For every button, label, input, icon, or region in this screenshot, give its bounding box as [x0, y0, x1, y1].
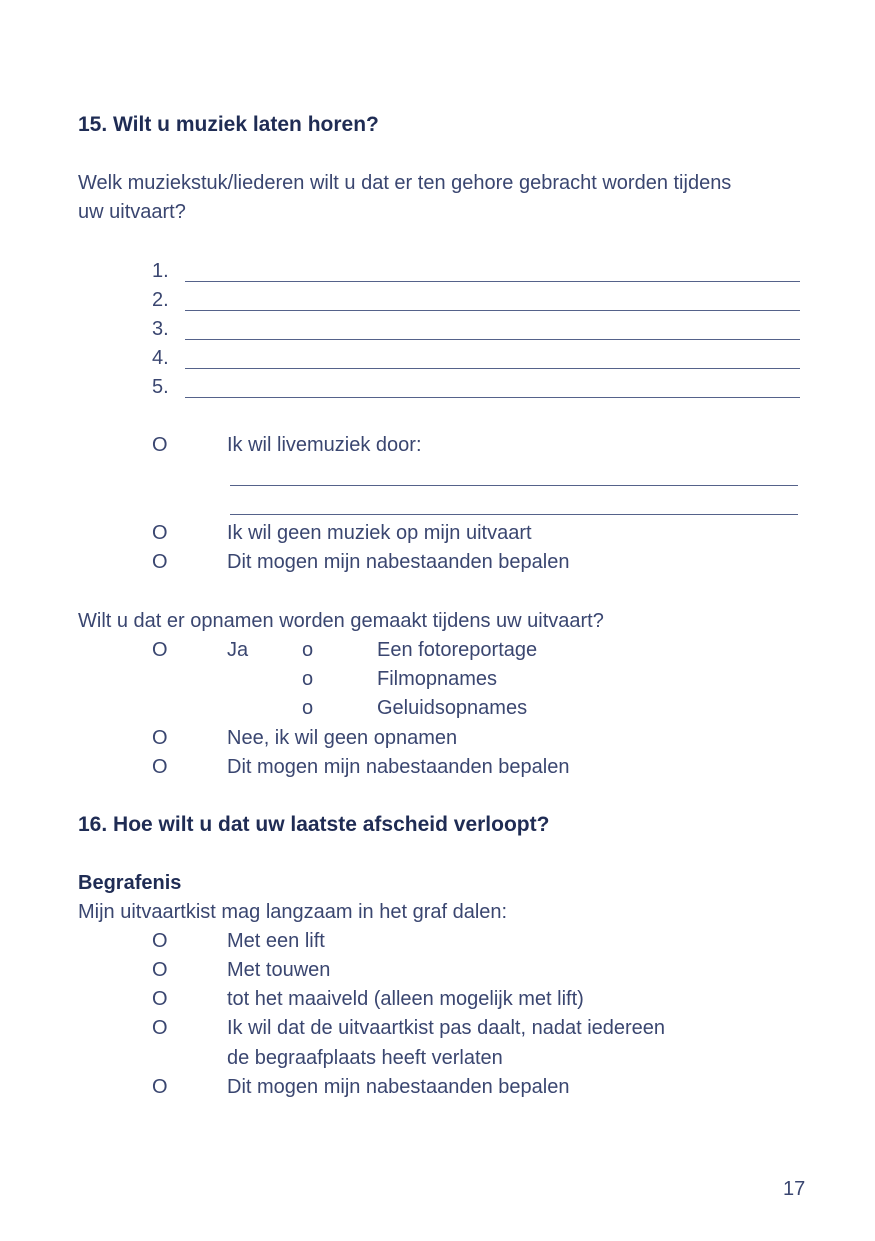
line-number-2: 2. — [152, 289, 169, 311]
option-ropes-checkbox[interactable]: O — [152, 959, 168, 981]
option-live-music-checkbox[interactable]: O — [152, 434, 168, 456]
write-in-line-2[interactable] — [185, 310, 800, 311]
section-subtitle-begrafenis: Begrafenis — [78, 872, 182, 894]
line-number-3: 3. — [152, 318, 169, 340]
option-lift-label: Met een lift — [227, 930, 325, 952]
option-recording-relatives-checkbox[interactable]: O — [152, 756, 168, 778]
question-16-title: 16. Hoe wilt u dat uw laatste afscheid verloopt? — [78, 813, 550, 836]
question-15-text-line1: Welk muziekstuk/liederen wilt u dat er ten gehore gebracht worden tijdens — [78, 172, 732, 194]
line-number-1: 1. — [152, 260, 169, 282]
sub-option-film-checkbox[interactable]: o — [302, 668, 314, 690]
option-live-music-label: Ik wil livemuziek door: — [227, 434, 422, 456]
option-recording-no-checkbox[interactable]: O — [152, 727, 168, 749]
option-ground-level-checkbox[interactable]: O — [152, 988, 168, 1010]
option-ground-level-label: tot het maaiveld (alleen mogelijk met lift) — [227, 988, 584, 1010]
sub-option-photo-label: Een fotoreportage — [377, 639, 538, 661]
live-music-write-in-line-2[interactable] — [230, 514, 798, 515]
option-recording-relatives-label: Dit mogen mijn nabestaanden bepalen — [227, 756, 570, 778]
write-in-line-5[interactable] — [185, 397, 800, 398]
live-music-write-in-line-1[interactable] — [230, 485, 798, 486]
write-in-line-1[interactable] — [185, 281, 800, 282]
option-no-music-checkbox[interactable]: O — [152, 522, 168, 544]
option-after-leaving-label-line2: de begraafplaats heeft verlaten — [227, 1047, 503, 1069]
burial-intro: Mijn uitvaartkist mag langzaam in het graf dalen: — [78, 901, 508, 923]
write-in-line-3[interactable] — [185, 339, 800, 340]
page-number: 17 — [783, 1178, 806, 1200]
recording-question: Wilt u dat er opnamen worden gemaakt tijdens uw uitvaart? — [78, 610, 604, 632]
option-burial-relatives-label: Dit mogen mijn nabestaanden bepalen — [227, 1076, 570, 1098]
option-burial-relatives-checkbox[interactable]: O — [152, 1076, 168, 1098]
option-no-music-label: Ik wil geen muziek op mijn uitvaart — [227, 522, 532, 544]
line-number-5: 5. — [152, 376, 169, 398]
line-number-4: 4. — [152, 347, 169, 369]
option-ropes-label: Met touwen — [227, 959, 331, 981]
option-music-relatives-label: Dit mogen mijn nabestaanden bepalen — [227, 551, 570, 573]
sub-option-audio-label: Geluidsopnames — [377, 697, 528, 719]
option-recording-yes-label: Ja — [227, 639, 249, 661]
write-in-line-4[interactable] — [185, 368, 800, 369]
question-15-title: 15. Wilt u muziek laten horen? — [78, 113, 379, 136]
question-15-text-line2: uw uitvaart? — [78, 201, 186, 223]
option-music-relatives-checkbox[interactable]: O — [152, 551, 168, 573]
option-recording-yes-checkbox[interactable]: O — [152, 639, 168, 661]
sub-option-audio-checkbox[interactable]: o — [302, 697, 314, 719]
sub-option-photo-checkbox[interactable]: o — [302, 639, 314, 661]
option-after-leaving-checkbox[interactable]: O — [152, 1017, 168, 1039]
option-after-leaving-label: Ik wil dat de uitvaartkist pas daalt, nadat iedereen — [227, 1017, 666, 1039]
option-recording-no-label: Nee, ik wil geen opnamen — [227, 727, 458, 749]
option-lift-checkbox[interactable]: O — [152, 930, 168, 952]
sub-option-film-label: Filmopnames — [377, 668, 498, 690]
